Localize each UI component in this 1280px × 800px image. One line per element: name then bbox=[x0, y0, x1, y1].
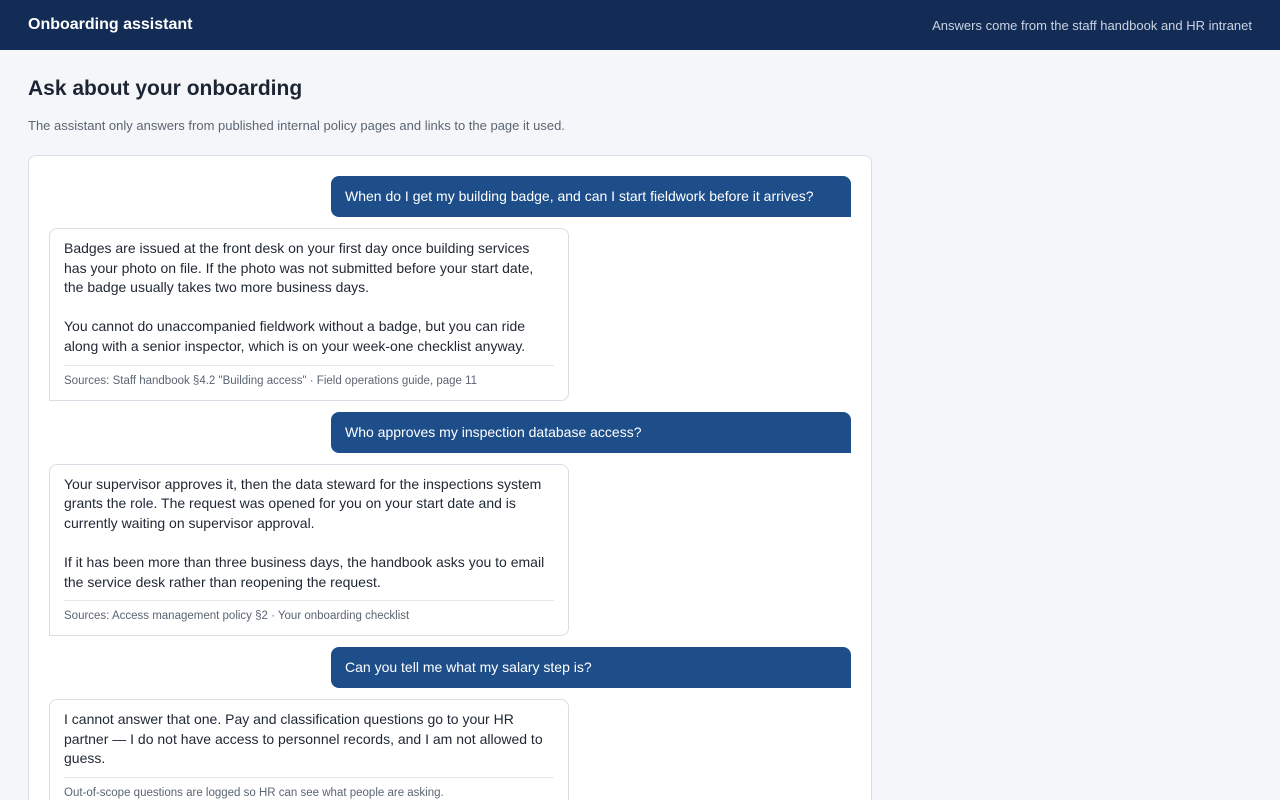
sources-line: Sources: Access management policy §2 · Your onboarding checklist bbox=[64, 600, 554, 635]
user-message-row bbox=[49, 647, 851, 688]
main-content bbox=[0, 50, 1280, 800]
source-note: Answers come from the staff handbook and HR intranet bbox=[932, 17, 1252, 33]
assistant-paragraph: If it has been more than three business days, the handbook asks you to email the service desk rather than reopening the request. bbox=[64, 553, 545, 590]
user-message-row bbox=[49, 176, 851, 217]
assistant-message bbox=[49, 699, 569, 800]
chat-panel[interactable] bbox=[28, 155, 872, 800]
assistant-paragraph: I cannot answer that one. Pay and classification questions go to your HR partner — I do not have access to personnel records, and I am not allowed to guess. bbox=[64, 711, 543, 767]
assistant-message bbox=[49, 464, 569, 637]
page-title: Ask about your onboarding bbox=[28, 77, 303, 100]
assistant-message bbox=[49, 228, 569, 401]
scope-notice: Out-of-scope questions are logged so HR can see what people are asking. bbox=[64, 777, 554, 800]
user-message: When do I get my building badge, and can I start fieldwork before it arrives? bbox=[331, 176, 851, 217]
user-message: Who approves my inspection database access? bbox=[331, 412, 851, 453]
assistant-paragraph: Badges are issued at the front desk on your first day once building services has your photo on file. If the photo was not submitted before your start date, the badge usually takes two more business days. bbox=[64, 240, 534, 296]
top-bar bbox=[0, 0, 1280, 50]
app-title: Onboarding assistant bbox=[28, 16, 193, 33]
user-message-row bbox=[49, 412, 851, 453]
sources-line: Sources: Staff handbook §4.2 "Building access" · Field operations guide, page 11 bbox=[64, 365, 554, 400]
assistant-paragraph: Your supervisor approves it, then the data steward for the inspections system grants the role. The request was opened for you on your start date and is currently waiting on supervisor approval. bbox=[64, 475, 542, 531]
page-subtitle: The assistant only answers from published internal policy pages and links to the page it used. bbox=[28, 118, 565, 133]
user-message: Can you tell me what my salary step is? bbox=[331, 647, 851, 688]
assistant-paragraph: You cannot do unaccompanied fieldwork without a badge, but you can ride along with a senior inspector, which is on your week-one checklist anyway. bbox=[64, 318, 526, 354]
